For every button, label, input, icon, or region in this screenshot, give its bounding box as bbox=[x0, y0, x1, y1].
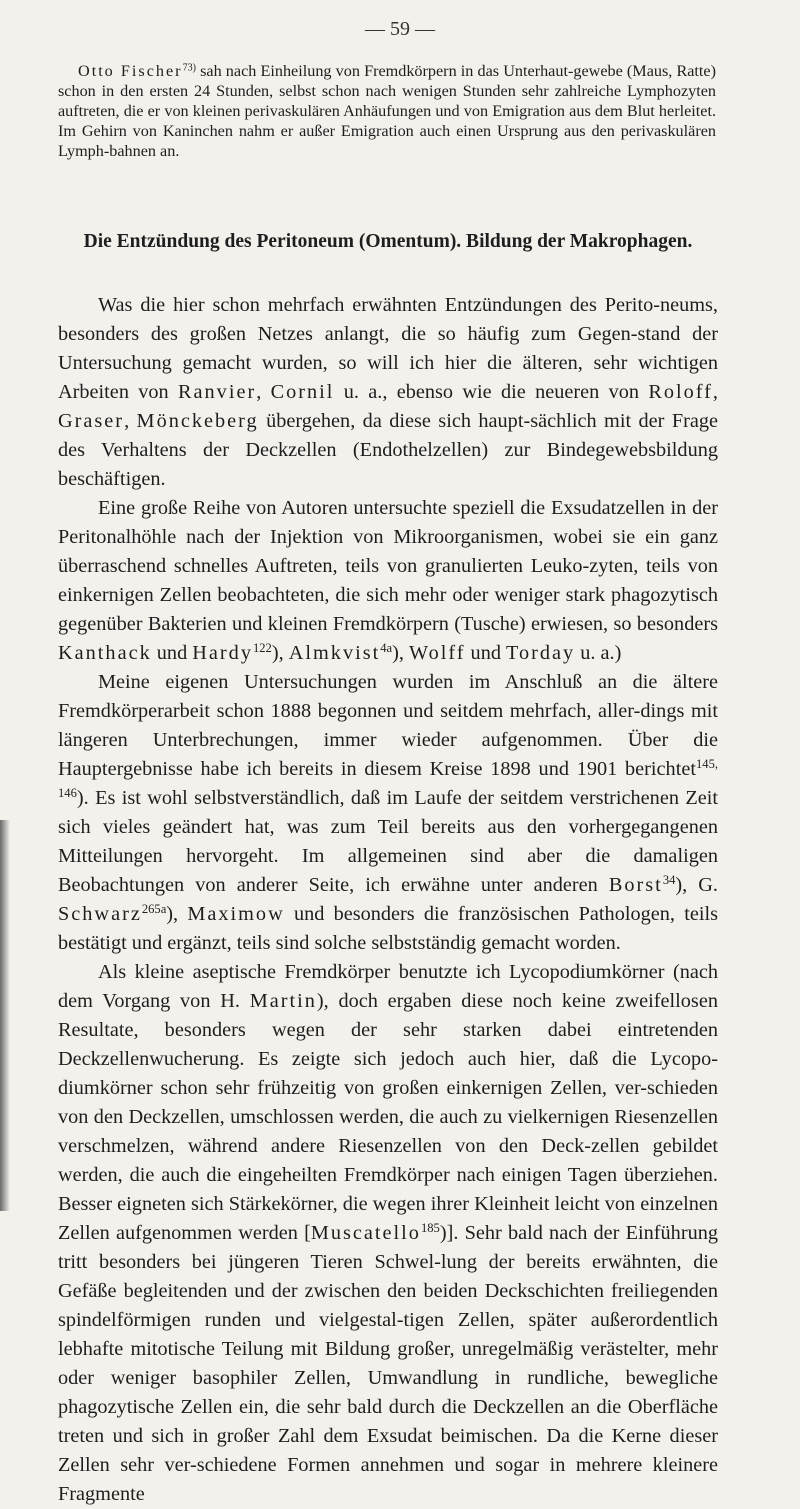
author-torday: Torday bbox=[506, 642, 576, 664]
paragraph-1: Was die hier schon mehrfach erwähnten Entzündungen des Perito-neums, besonders des großen Netzes anlangt, die so häufig zum Gegen-stand der Untersuchung gemacht wurden, so will ich hier die älteren, sehr wichtigen Arbeiten von Ranvier, Cornil u. a., ebenso wie die neueren von Roloff, Graser, Mönckeberg übergehen, da diese sich haupt-sächlich mit der Frage des Verhaltens der Deckzellen (Endothelzellen) zur Bindegewebsbildung beschäftigen. bbox=[58, 294, 719, 490]
ref-34: 34 bbox=[662, 873, 676, 888]
author-martin: Martin bbox=[249, 990, 317, 1012]
intro-paragraph bbox=[58, 61, 716, 161]
ref-4a: 4a bbox=[380, 641, 393, 656]
paragraph-3: Meine eigenen Untersuchungen wurden im Anschluß an die ältere Fremdkörperarbeit schon 1888 begonnen und seitdem mehrfach, aller-dings mit längeren Unterbrechungen, immer wieder aufgenommen. Über die Hauptergebnisse habe ich bereits in diesem Kreise 1898 und 1901 berichtet$^{145, 146}$). Es ist wohl selbstverständlich, daß im Laufe der seitdem verstrichenen Zeit sich vieles geändert hat, was zum Teil bereits aus den vorhergegangenen Mitteilungen hervorgeht. Im allgemeinen sind aber die damaligen Beobachtungen von anderer Seite, ich erwähne unter anderen Borst$^{34}$), G. Schwarz$^{265a}$), Maximow und besonders die französischen Pathologen, teils bestätigt und ergänzt, teils sind solche selbstständig gemacht worden. bbox=[58, 671, 718, 954]
ref-73: 73) bbox=[182, 62, 196, 74]
author-moenckeberg: Mönckeberg bbox=[136, 410, 259, 432]
author-maximow: Maximow bbox=[187, 903, 285, 925]
author-muscatello: Muscatello bbox=[310, 1222, 421, 1244]
page-number: — 59 — bbox=[365, 18, 435, 40]
author-ranvier: Ranvier bbox=[178, 381, 257, 403]
author-cornil: Cornil bbox=[270, 381, 335, 403]
ref-265a: 265a bbox=[141, 902, 167, 917]
author-fischer: Otto Fischer bbox=[78, 62, 183, 80]
author-schwarz: Schwarz bbox=[58, 903, 142, 925]
ref-122: 122 bbox=[252, 641, 272, 656]
author-graser: Graser bbox=[58, 410, 125, 432]
intro-text: sah nach Einheilung von Fremdkörpern in das Unterhaut-gewebe (Maus, Ratte) schon in den ersten 24 Stunden, selbst schon nach wenigen Stunden sehr zahlreiche Lymphozyten auftreten, die er von kleinen perivaskulären Anhäufungen und von Emigration aus dem Blut herleitet. Im Gehirn von Kaninchen nahm er außer Emigration auch einen Ursprung aus den perivaskulären Lymph-bahnen an. bbox=[58, 62, 717, 160]
paragraph-2: Eine große Reihe von Autoren untersuchte speziell die Exsudatzellen in der Peritonalhöhle nach der Injektion von Mikroorganismen, wobei sie ein ganz überraschend schnelles Auftreten, teils von granulierten Leuko-zyten, teils von einkernigen Zellen beobachteten, die sich mehr oder weniger stark phagozytisch gegenüber Bakterien und kleinen Fremdkörpern (Tusche) erwiesen, so besonders Kanthack und Hardy$^{122}$), Almkvist$^{4a}$), Wolff und Torday u. a.) bbox=[58, 497, 718, 664]
ref-145-146: 145, 146 bbox=[58, 757, 718, 801]
ref-185: 185 bbox=[420, 1221, 440, 1236]
author-hardy: Hardy bbox=[192, 642, 253, 664]
author-wolff: Wolff bbox=[409, 642, 466, 664]
paragraph-4: Als kleine aseptische Fremdkörper benutzte ich Lycopodiumkörner (nach dem Vorgang von H. Martin), doch ergaben diese noch keine zweifellosen Resultate, besonders wegen der sehr starken dabei eintretenden Deckzellenwucherung. Es zeigte sich jedoch auch hier, daß die Lycopo-diumkörner schon sehr frühzeitig von großen einkernigen Zellen, ver-schieden von den Deckzellen, umschlossen werden, die auch zu vielkernigen Riesenzellen verschmelzen, während andere Riesenzellen von den Deck-zellen gebildet werden, die auch die eingeheilten Fremdkörper nach einigen Tagen überziehen. Besser eigneten sich Stärkekörner, die wegen ihrer Kleinheit leicht von einzelnen Zellen aufgenommen werden [Muscatello$^{185}$)]. Sehr bald nach der Einführung tritt besonders bei jüngeren Tieren Schwel-lung der bereits erwähnten, die Gefäße begleitenden und der zwischen den beiden Deckschichten freiliegenden spindelförmigen runden und vielgestal-tigen Zellen, später außerordentlich lebhafte mitotische Teilung mit Bildung großer, unregelmäßig verästelter, mehr oder weniger basophiler Zellen, Umwandlung in rundliche, bewegliche phagozytische Zellen ein, die sehr bald durch die Deckzellen an die Oberfläche treten und sich in großer Zahl dem Exsudat beimischen. Da die Kerne dieser Zellen sehr ver-schiedene Formen annehmen und sogar in mehrere kleinere Fragmente bbox=[58, 961, 718, 1505]
author-borst: Borst bbox=[608, 874, 663, 896]
section-heading: Die Entzündung des Peritoneum (Omentum). Bildung der Makrophagen. bbox=[83, 231, 693, 252]
author-kanthack: Kanthack bbox=[58, 642, 152, 664]
author-almkvist: Almkvist bbox=[288, 642, 381, 664]
page-edge-shadow bbox=[0, 820, 10, 1211]
author-roloff: Roloff bbox=[648, 381, 713, 403]
